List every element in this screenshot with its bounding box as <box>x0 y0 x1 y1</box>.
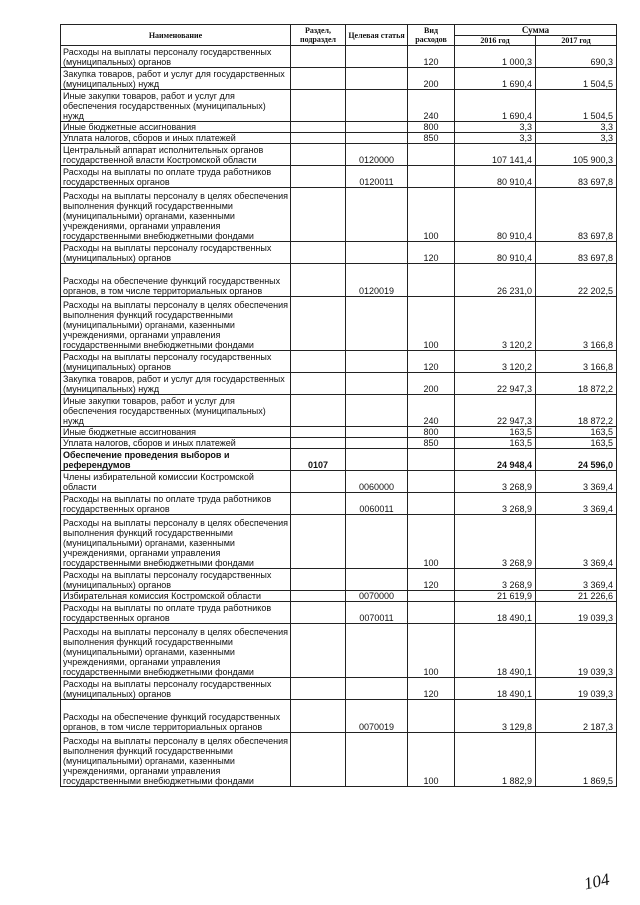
row-value-2016-cell: 80 910,4 <box>455 242 536 264</box>
row-value-2017-cell: 18 872,2 <box>536 395 617 427</box>
row-value-2017-cell: 18 872,2 <box>536 373 617 395</box>
row-section-cell <box>291 122 346 133</box>
row-value-2016-cell: 18 490,1 <box>455 624 536 678</box>
table-row <box>61 733 617 787</box>
row-value-2016-cell: 3 120,2 <box>455 351 536 373</box>
row-name-cell: Уплата налогов, сборов и иных платежей <box>61 438 291 449</box>
row-name-cell: Расходы на выплаты по оплате труда работников государственных органов <box>61 166 291 188</box>
row-target-cell <box>346 678 408 700</box>
table-row <box>61 242 617 264</box>
row-section-cell <box>291 591 346 602</box>
table-row <box>61 122 617 133</box>
row-type-cell: 240 <box>408 395 455 427</box>
row-value-2017-cell: 83 697,8 <box>536 188 617 242</box>
row-value-2016-cell: 18 490,1 <box>455 602 536 624</box>
row-section-cell <box>291 733 346 787</box>
table-row <box>61 351 617 373</box>
row-value-2016-cell: 3 268,9 <box>455 471 536 493</box>
row-name-cell: Расходы на выплаты по оплате труда работников государственных органов <box>61 602 291 624</box>
row-value-2017-cell: 1 869,5 <box>536 733 617 787</box>
row-target-cell <box>346 46 408 68</box>
row-target-cell <box>346 297 408 351</box>
row-section-cell <box>291 297 346 351</box>
row-section-cell <box>291 133 346 144</box>
row-target-cell <box>346 133 408 144</box>
row-value-2017-cell: 3,3 <box>536 133 617 144</box>
header-sum: Сумма <box>455 25 617 36</box>
header-section: Раздел, подраздел <box>291 25 346 46</box>
table-row <box>61 438 617 449</box>
table-row <box>61 68 617 90</box>
row-name-cell: Закупка товаров, работ и услуг для государственных (муниципальных) нужд <box>61 68 291 90</box>
row-type-cell: 100 <box>408 624 455 678</box>
row-section-cell <box>291 166 346 188</box>
row-section-cell <box>291 373 346 395</box>
row-name-cell: Расходы на выплаты персоналу государственных (муниципальных) органов <box>61 569 291 591</box>
row-section-cell <box>291 144 346 166</box>
row-name-cell: Уплата налогов, сборов и иных платежей <box>61 133 291 144</box>
row-value-2017-cell: 3,3 <box>536 122 617 133</box>
row-target-cell: 0070011 <box>346 602 408 624</box>
row-name-cell: Расходы на выплаты персоналу в целях обеспечения выполнения функций государственными (муниципальными) органами, казенными учреждениями, органами управления государственными внебюджетными фондами <box>61 515 291 569</box>
row-target-cell: 0060011 <box>346 493 408 515</box>
row-type-cell <box>408 591 455 602</box>
row-value-2016-cell: 18 490,1 <box>455 678 536 700</box>
row-value-2016-cell: 3 120,2 <box>455 297 536 351</box>
row-section-cell <box>291 515 346 569</box>
table-row <box>61 591 617 602</box>
row-value-2017-cell: 3 369,4 <box>536 471 617 493</box>
row-type-cell: 120 <box>408 351 455 373</box>
row-section-cell <box>291 624 346 678</box>
row-value-2016-cell: 3 129,8 <box>455 700 536 733</box>
row-value-2016-cell: 1 882,9 <box>455 733 536 787</box>
row-value-2016-cell: 80 910,4 <box>455 188 536 242</box>
row-name-cell: Расходы на обеспечение функций государственных органов, в том числе территориальных органов <box>61 700 291 733</box>
row-type-cell <box>408 144 455 166</box>
row-section-cell <box>291 427 346 438</box>
row-type-cell: 120 <box>408 569 455 591</box>
table-row <box>61 471 617 493</box>
table-row <box>61 449 617 471</box>
row-value-2017-cell: 163,5 <box>536 427 617 438</box>
row-type-cell: 120 <box>408 242 455 264</box>
row-value-2017-cell: 3 369,4 <box>536 515 617 569</box>
row-type-cell: 100 <box>408 297 455 351</box>
row-type-cell: 240 <box>408 90 455 122</box>
row-value-2016-cell: 1 690,4 <box>455 68 536 90</box>
row-name-cell: Расходы на обеспечение функций государственных органов, в том числе территориальных органов <box>61 264 291 297</box>
row-target-cell <box>346 90 408 122</box>
row-type-cell: 800 <box>408 427 455 438</box>
row-value-2017-cell: 21 226,6 <box>536 591 617 602</box>
row-target-cell: 0070019 <box>346 700 408 733</box>
header-year-2017: 2017 год <box>536 36 617 46</box>
row-target-cell <box>346 427 408 438</box>
header-year-2016: 2016 год <box>455 36 536 46</box>
row-name-cell: Члены избирательной комиссии Костромской области <box>61 471 291 493</box>
row-name-cell: Обеспечение проведения выборов и референдумов <box>61 449 291 471</box>
row-type-cell <box>408 166 455 188</box>
row-name-cell: Расходы на выплаты по оплате труда работников государственных органов <box>61 493 291 515</box>
row-section-cell <box>291 700 346 733</box>
row-target-cell: 0070000 <box>346 591 408 602</box>
row-target-cell <box>346 624 408 678</box>
row-value-2017-cell: 19 039,3 <box>536 624 617 678</box>
row-name-cell: Центральный аппарат исполнительных органов государственной власти Костромской области <box>61 144 291 166</box>
table-row <box>61 427 617 438</box>
row-value-2017-cell: 3 369,4 <box>536 569 617 591</box>
row-type-cell: 200 <box>408 373 455 395</box>
row-type-cell <box>408 264 455 297</box>
row-value-2017-cell: 163,5 <box>536 438 617 449</box>
row-type-cell: 100 <box>408 188 455 242</box>
row-type-cell: 100 <box>408 515 455 569</box>
row-name-cell: Расходы на выплаты персоналу в целях обеспечения выполнения функций государственными (муниципальными) органами, казенными учреждениями, органами управления государственными внебюджетными фондами <box>61 733 291 787</box>
row-type-cell: 200 <box>408 68 455 90</box>
row-target-cell <box>346 449 408 471</box>
row-type-cell <box>408 449 455 471</box>
row-value-2017-cell: 3 369,4 <box>536 493 617 515</box>
header-target: Целевая статья <box>346 25 408 46</box>
row-value-2017-cell: 24 596,0 <box>536 449 617 471</box>
row-value-2016-cell: 21 619,9 <box>455 591 536 602</box>
row-value-2017-cell: 105 900,3 <box>536 144 617 166</box>
row-target-cell <box>346 733 408 787</box>
row-type-cell: 120 <box>408 678 455 700</box>
table-row <box>61 395 617 427</box>
row-value-2016-cell: 80 910,4 <box>455 166 536 188</box>
row-target-cell <box>346 395 408 427</box>
row-section-cell <box>291 264 346 297</box>
row-name-cell: Расходы на выплаты персоналу государственных (муниципальных) органов <box>61 351 291 373</box>
row-target-cell <box>346 242 408 264</box>
row-value-2017-cell: 83 697,8 <box>536 166 617 188</box>
row-value-2016-cell: 107 141,4 <box>455 144 536 166</box>
table-row <box>61 515 617 569</box>
row-section-cell <box>291 471 346 493</box>
table-row <box>61 144 617 166</box>
budget-table-sheet <box>60 24 617 787</box>
row-value-2017-cell: 22 202,5 <box>536 264 617 297</box>
row-section-cell <box>291 569 346 591</box>
table-row <box>61 624 617 678</box>
row-target-cell <box>346 438 408 449</box>
row-value-2017-cell: 3 166,8 <box>536 351 617 373</box>
row-type-cell <box>408 700 455 733</box>
row-section-cell <box>291 68 346 90</box>
row-section-cell <box>291 351 346 373</box>
row-value-2016-cell: 1 690,4 <box>455 90 536 122</box>
row-value-2016-cell: 3 268,9 <box>455 569 536 591</box>
table-row <box>61 678 617 700</box>
row-target-cell <box>346 515 408 569</box>
row-name-cell: Иные бюджетные ассигнования <box>61 427 291 438</box>
row-value-2017-cell: 2 187,3 <box>536 700 617 733</box>
row-type-cell <box>408 602 455 624</box>
table-row <box>61 166 617 188</box>
row-name-cell: Закупка товаров, работ и услуг для государственных (муниципальных) нужд <box>61 373 291 395</box>
row-name-cell: Иные закупки товаров, работ и услуг для обеспечения государственных (муниципальных) нужд <box>61 395 291 427</box>
budget-table <box>60 24 617 787</box>
row-value-2017-cell: 1 504,5 <box>536 68 617 90</box>
row-target-cell <box>346 188 408 242</box>
row-name-cell: Расходы на выплаты персоналу государственных (муниципальных) органов <box>61 242 291 264</box>
row-section-cell: 0107 <box>291 449 346 471</box>
row-value-2017-cell: 3 166,8 <box>536 297 617 351</box>
row-type-cell: 120 <box>408 46 455 68</box>
row-section-cell <box>291 602 346 624</box>
row-section-cell <box>291 188 346 242</box>
row-section-cell <box>291 678 346 700</box>
row-target-cell <box>346 351 408 373</box>
row-section-cell <box>291 493 346 515</box>
row-value-2016-cell: 3,3 <box>455 133 536 144</box>
row-type-cell <box>408 471 455 493</box>
row-value-2016-cell: 24 948,4 <box>455 449 536 471</box>
table-row <box>61 90 617 122</box>
row-target-cell: 0120000 <box>346 144 408 166</box>
row-value-2016-cell: 163,5 <box>455 427 536 438</box>
row-name-cell: Расходы на выплаты персоналу государственных (муниципальных) органов <box>61 678 291 700</box>
row-value-2016-cell: 3,3 <box>455 122 536 133</box>
row-target-cell <box>346 68 408 90</box>
row-value-2017-cell: 83 697,8 <box>536 242 617 264</box>
row-name-cell: Иные бюджетные ассигнования <box>61 122 291 133</box>
row-type-cell: 850 <box>408 133 455 144</box>
row-value-2017-cell: 19 039,3 <box>536 602 617 624</box>
table-row <box>61 264 617 297</box>
table-row <box>61 188 617 242</box>
row-name-cell: Расходы на выплаты персоналу в целях обеспечения выполнения функций государственными (муниципальными) органами, казенными учреждениями, органами управления государственными внебюджетными фондами <box>61 624 291 678</box>
row-name-cell: Расходы на выплаты персоналу в целях обеспечения выполнения функций государственными (муниципальными) органами, казенными учреждениями, органами управления государственными внебюджетными фондами <box>61 188 291 242</box>
row-value-2016-cell: 22 947,3 <box>455 395 536 427</box>
table-row <box>61 46 617 68</box>
row-target-cell: 0060000 <box>346 471 408 493</box>
handwritten-page-number: 104 <box>582 869 612 894</box>
table-row <box>61 569 617 591</box>
row-value-2017-cell: 690,3 <box>536 46 617 68</box>
table-row <box>61 297 617 351</box>
row-type-cell: 800 <box>408 122 455 133</box>
row-value-2016-cell: 1 000,3 <box>455 46 536 68</box>
row-section-cell <box>291 46 346 68</box>
row-section-cell <box>291 242 346 264</box>
row-name-cell: Избирательная комиссия Костромской области <box>61 591 291 602</box>
row-section-cell <box>291 395 346 427</box>
row-target-cell <box>346 569 408 591</box>
row-target-cell: 0120011 <box>346 166 408 188</box>
row-value-2016-cell: 22 947,3 <box>455 373 536 395</box>
table-row <box>61 700 617 733</box>
row-value-2016-cell: 163,5 <box>455 438 536 449</box>
row-type-cell: 850 <box>408 438 455 449</box>
row-value-2016-cell: 3 268,9 <box>455 515 536 569</box>
row-type-cell <box>408 493 455 515</box>
table-row <box>61 373 617 395</box>
row-section-cell <box>291 90 346 122</box>
table-row <box>61 493 617 515</box>
row-target-cell: 0120019 <box>346 264 408 297</box>
row-value-2016-cell: 3 268,9 <box>455 493 536 515</box>
row-name-cell: Расходы на выплаты персоналу в целях обеспечения выполнения функций государственными (муниципальными) органами, казенными учреждениями, органами управления государственными внебюджетными фондами <box>61 297 291 351</box>
row-value-2016-cell: 26 231,0 <box>455 264 536 297</box>
row-type-cell: 100 <box>408 733 455 787</box>
header-name: Наименование <box>61 25 291 46</box>
row-name-cell: Расходы на выплаты персоналу государственных (муниципальных) органов <box>61 46 291 68</box>
row-name-cell: Иные закупки товаров, работ и услуг для обеспечения государственных (муниципальных) нужд <box>61 90 291 122</box>
row-section-cell <box>291 438 346 449</box>
table-row <box>61 133 617 144</box>
row-value-2017-cell: 1 504,5 <box>536 90 617 122</box>
row-target-cell <box>346 122 408 133</box>
table-row <box>61 602 617 624</box>
header-expense-type: Вид расходов <box>408 25 455 46</box>
row-value-2017-cell: 19 039,3 <box>536 678 617 700</box>
row-target-cell <box>346 373 408 395</box>
